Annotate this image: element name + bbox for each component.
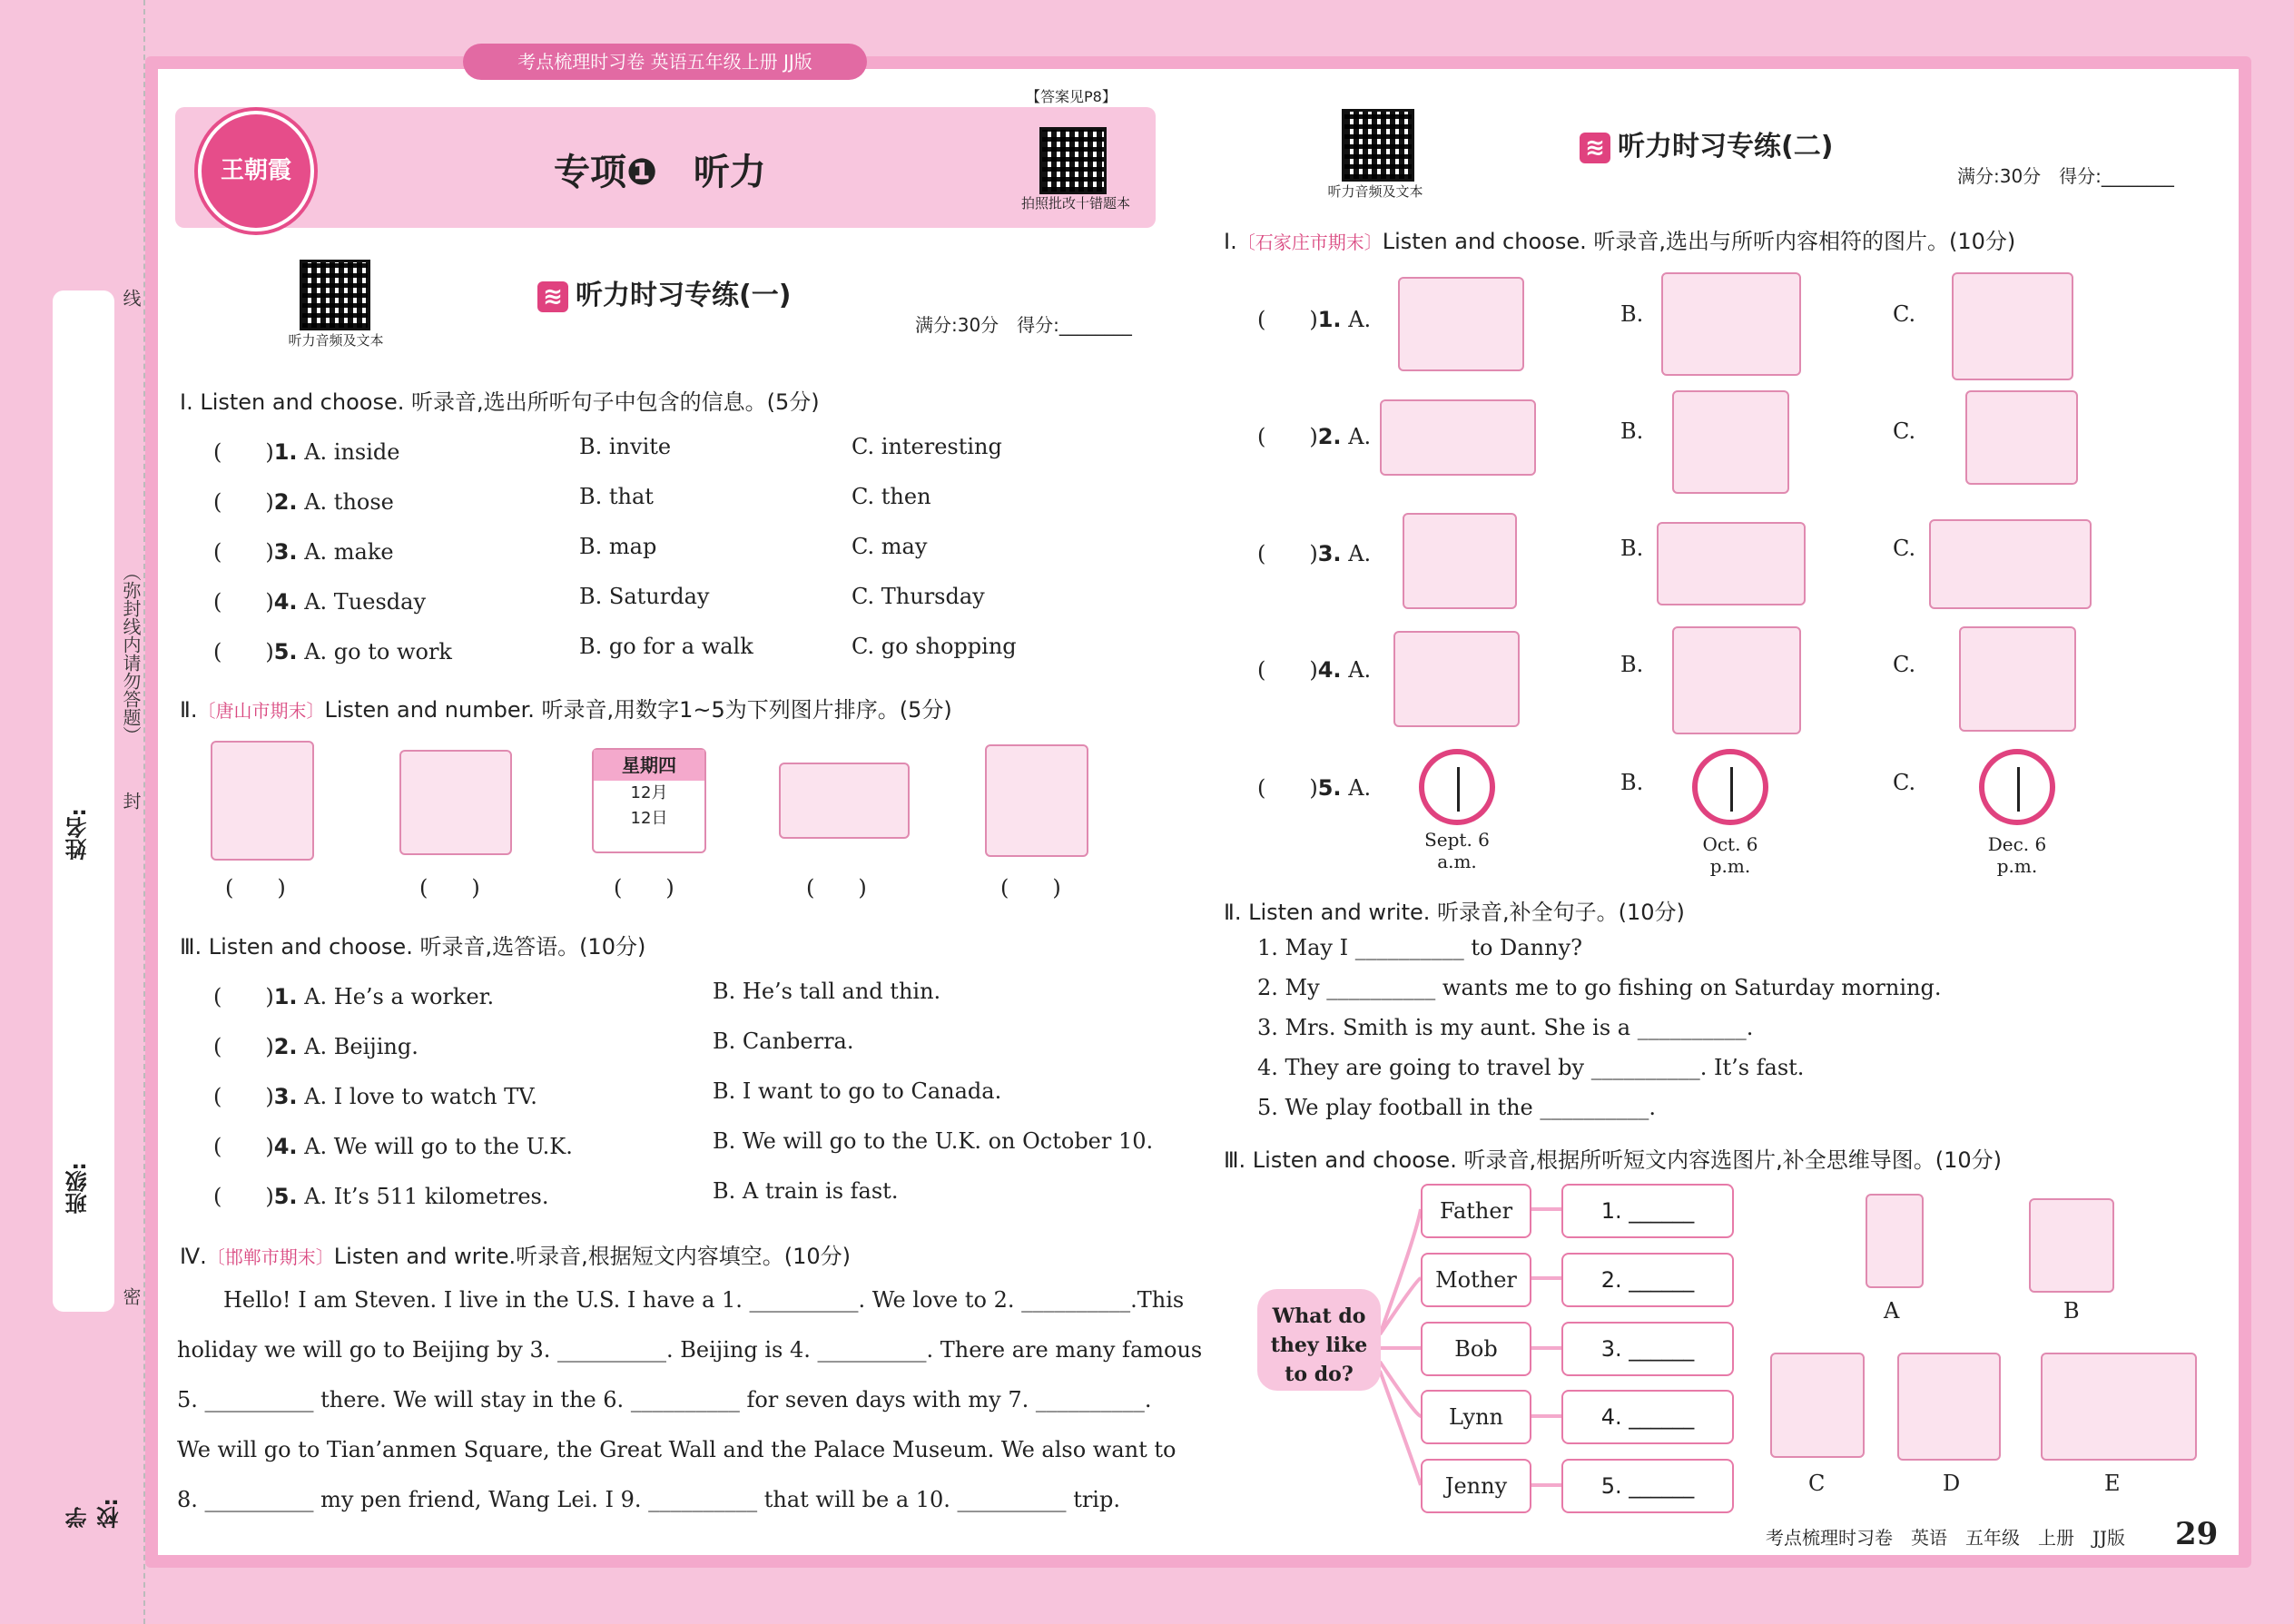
- class-label: 班级:: [65, 1162, 91, 1215]
- clock-b-caption: Oct. 6 p.m.: [1702, 833, 1758, 877]
- pic-answer-5[interactable]: ( ): [1000, 875, 1061, 901]
- s1-q5-c: C. go shopping: [852, 634, 1017, 659]
- kite-picture: [1770, 1353, 1865, 1458]
- s1-q5: ( )5. A. go to work: [213, 639, 452, 664]
- qr-code-audio-right[interactable]: [1342, 109, 1414, 182]
- answer-blank-5[interactable]: 5. ______: [1561, 1459, 1734, 1513]
- s1-q4-c: C. Thursday: [852, 584, 985, 609]
- big-ben-picture: [399, 750, 512, 855]
- seal-char-3: 密: [120, 1287, 142, 1305]
- zongzi-picture: [779, 763, 910, 839]
- passage-line-4: We will go to Tian’anmen Square, the Great Wall and the Palace Museum. We also want to: [177, 1437, 1177, 1462]
- r1-q4-pic-c: [1959, 626, 2076, 732]
- r1-q5-c: C.: [1893, 770, 1916, 795]
- answer-reference: 【答案见P8】: [1026, 88, 1117, 105]
- passage-line-1: Hello! I am Steven. I live in the U.S. I have a 1. __________. We love to 2. __________.This: [223, 1287, 1185, 1313]
- r2-q2: 2. My __________ wants me to go fishing on Saturday morning.: [1257, 975, 1942, 1000]
- s3-q3: ( )3. A. I love to watch TV.: [213, 1084, 537, 1109]
- s1-q3-c: C. may: [852, 534, 928, 559]
- r1-q4-pic-a: [1393, 631, 1520, 727]
- calendar-day: 12日: [630, 809, 668, 828]
- pic-label-c: C: [1808, 1471, 1826, 1496]
- seal-char-1: 线: [120, 289, 142, 307]
- r1-q1-pic-c: [1952, 272, 2073, 380]
- clock-b-icon: [1692, 749, 1768, 825]
- calendar-month: 12月: [630, 783, 668, 802]
- r1-q2: ( )2. A.: [1257, 424, 1372, 449]
- s3-q2: ( )2. A. Beijing.: [213, 1034, 418, 1059]
- score-line-right: 满分:30分 得分:________: [1957, 165, 2174, 187]
- section-3-heading: Ⅲ. Listen and choose. 听录音,选答语。(10分): [180, 934, 646, 960]
- pic-answer-4[interactable]: ( ): [806, 875, 867, 901]
- s1-q4: ( )4. A. Tuesday: [213, 589, 427, 615]
- s1-q3: ( )3. A. make: [213, 539, 394, 565]
- r1-q4-b: B.: [1620, 652, 1644, 677]
- s1-q1: ( )1. A. inside: [213, 439, 400, 465]
- clock-a-caption: Sept. 6 a.m.: [1424, 829, 1490, 872]
- s1-q1-c: C. interesting: [852, 434, 1002, 459]
- book-picture: [2029, 1198, 2114, 1293]
- cooking-picture: [2041, 1353, 2197, 1461]
- section-2-heading: Ⅱ.〔唐山市期末〕Listen and number. 听录音,用数字1~5为下列图片排序。(5分): [180, 697, 952, 723]
- r1-q3-b: B.: [1620, 536, 1644, 561]
- pic-label-e: E: [2104, 1471, 2121, 1496]
- r-section-3-heading: Ⅲ. Listen and choose. 听录音,根据所听短文内容选图片,补全思维导图。(10分): [1224, 1147, 2002, 1173]
- r1-q4-c: C.: [1893, 652, 1916, 677]
- r1-q4: ( )4. A.: [1257, 657, 1372, 683]
- seal-notice: （弥封线内请勿答题）: [120, 563, 142, 744]
- r1-q3-pic-c: [1929, 519, 2092, 609]
- pic-answer-3[interactable]: ( ): [614, 875, 674, 901]
- r2-q5: 5. We play football in the __________.: [1257, 1095, 1657, 1120]
- qr-code-audio-left[interactable]: [300, 260, 370, 330]
- flower-pot-picture: [1866, 1194, 1924, 1288]
- passage-line-5: 8. __________ my pen friend, Wang Lei. I 9. __________ that will be a 10. __________ trip.: [177, 1487, 1120, 1512]
- r1-q5: ( )5. A.: [1257, 775, 1372, 801]
- mind-map-center: What do they like to do?: [1257, 1289, 1381, 1391]
- s3-q1: ( )1. A. He’s a worker.: [213, 984, 495, 1009]
- answer-blank-4[interactable]: 4. ______: [1561, 1390, 1734, 1444]
- r1-q4-pic-b: [1672, 626, 1801, 734]
- rooster-picture: [985, 744, 1088, 857]
- wave-icon: ≋: [1580, 133, 1610, 163]
- score-line-left: 满分:30分 得分:________: [915, 314, 1132, 336]
- practice-1-title: ≋ 听力时习专练(一): [537, 272, 791, 312]
- r1-q3: ( )3. A.: [1257, 541, 1372, 566]
- r1-q3-c: C.: [1893, 536, 1916, 561]
- pic-answer-2[interactable]: ( ): [419, 875, 480, 901]
- page-title: 专项❶ 听力: [554, 152, 766, 193]
- person-mother: Mother: [1421, 1253, 1531, 1307]
- r1-q2-pic-a: [1380, 399, 1536, 476]
- school-label: 学校:: [65, 1498, 123, 1529]
- r1-q2-pic-c: [1965, 390, 2078, 485]
- s3-q4-b: B. We will go to the U.K. on October 10.: [713, 1128, 1154, 1154]
- r1-q1-b: B.: [1620, 301, 1644, 327]
- person-lynn: Lynn: [1421, 1390, 1531, 1444]
- r-section-2-heading: Ⅱ. Listen and write. 听录音,补全句子。(10分): [1224, 900, 1685, 925]
- r1-q2-c: C.: [1893, 418, 1916, 444]
- seal-char-2: 封: [120, 792, 142, 810]
- s3-q5-b: B. A train is fast.: [713, 1178, 899, 1204]
- s1-q1-b: B. invite: [579, 434, 672, 459]
- clock-c-icon: [1979, 749, 2055, 825]
- r1-q2-b: B.: [1620, 418, 1644, 444]
- qr-caption-left: 听力音频及文本: [288, 332, 384, 349]
- name-label: 姓名:: [65, 808, 91, 861]
- s3-q1-b: B. He’s tall and thin.: [713, 979, 941, 1004]
- qr-caption-right: 听力音频及文本: [1327, 183, 1423, 200]
- footer-text: 考点梳理时习卷 英语 五年级 上册 JJ版: [1766, 1527, 2126, 1549]
- qr-code-correction[interactable]: [1039, 127, 1107, 194]
- clock-c-caption: Dec. 6 p.m.: [1987, 833, 2047, 877]
- s3-q3-b: B. I want to go to Canada.: [713, 1078, 1002, 1104]
- r1-q1: ( )1. A.: [1257, 307, 1372, 332]
- r2-q1: 1. May I __________ to Danny?: [1257, 935, 1582, 960]
- r2-q4: 4. They are going to travel by __________. It’s fast.: [1257, 1055, 1805, 1080]
- r1-q2-pic-b: [1672, 390, 1789, 494]
- s1-q2-c: C. then: [852, 484, 931, 509]
- r1-q3-pic-b: [1657, 522, 1806, 605]
- clock-a-icon: [1419, 749, 1495, 825]
- s3-q5: ( )5. A. It’s 511 kilometres.: [213, 1184, 549, 1209]
- s1-q2: ( )2. A. those: [213, 489, 394, 515]
- r1-q1-pic-b: [1661, 272, 1801, 376]
- header-banner: 考点梳理时习卷 英语五年级上册 JJ版: [463, 44, 867, 80]
- r-section-1-heading: Ⅰ.〔石家庄市期末〕Listen and choose. 听录音,选出与所听内容相符的图片。(10分): [1224, 229, 2016, 254]
- s3-q2-b: B. Canberra.: [713, 1029, 854, 1054]
- practice-2-title: ≋ 听力时习专练(二): [1580, 123, 1833, 163]
- qr-caption-correction: 拍照批改十错题本: [1020, 195, 1130, 212]
- r2-q3: 3. Mrs. Smith is my aunt. She is a __________.: [1257, 1015, 1754, 1040]
- s1-q5-b: B. go for a walk: [579, 634, 753, 659]
- pic-label-b: B: [2063, 1298, 2080, 1324]
- answer-blank-2[interactable]: 2. ______: [1561, 1253, 1734, 1307]
- person-father: Father: [1421, 1184, 1531, 1238]
- section-4-heading: Ⅳ.〔邯郸市期末〕Listen and write.听录音,根据短文内容填空。(10分): [180, 1244, 851, 1269]
- passage-line-2: holiday we will go to Beijing by 3. __________. Beijing is 4. __________. There are many famous: [177, 1337, 1203, 1363]
- s1-q4-b: B. Saturday: [579, 584, 710, 609]
- computer-desk-picture: [1897, 1353, 2001, 1461]
- answer-blank-1[interactable]: 1. ______: [1561, 1184, 1734, 1238]
- boy-cycling-picture: [211, 741, 314, 861]
- page-number: 29: [2175, 1516, 2219, 1552]
- s1-q3-b: B. map: [579, 534, 657, 559]
- r1-q3-pic-a: [1403, 513, 1517, 609]
- person-jenny: Jenny: [1421, 1459, 1531, 1513]
- wave-icon: ≋: [537, 281, 568, 312]
- calendar-picture: [592, 748, 706, 853]
- r1-q1-pic-a: [1398, 277, 1524, 371]
- passage-line-3: 5. __________ there. We will stay in the 6. __________ for seven days with my 7. __________.: [177, 1387, 1152, 1412]
- answer-blank-3[interactable]: 3. ______: [1561, 1322, 1734, 1376]
- section-1-heading: Ⅰ. Listen and choose. 听录音,选出所听句子中包含的信息。(5分): [180, 389, 820, 415]
- pic-label-a: A: [1884, 1298, 1900, 1324]
- r1-q5-b: B.: [1620, 770, 1644, 795]
- person-bob: Bob: [1421, 1322, 1531, 1376]
- student-info-sidebar: [53, 290, 123, 1529]
- calendar-weekday: 星期四: [594, 750, 704, 781]
- r1-q1-c: C.: [1893, 301, 1916, 327]
- pic-label-d: D: [1943, 1471, 1961, 1496]
- s3-q4: ( )4. A. We will go to the U.K.: [213, 1134, 573, 1159]
- pic-answer-1[interactable]: ( ): [225, 875, 286, 901]
- publisher-logo: 王朝霞: [198, 111, 314, 231]
- s1-q2-b: B. that: [579, 484, 654, 509]
